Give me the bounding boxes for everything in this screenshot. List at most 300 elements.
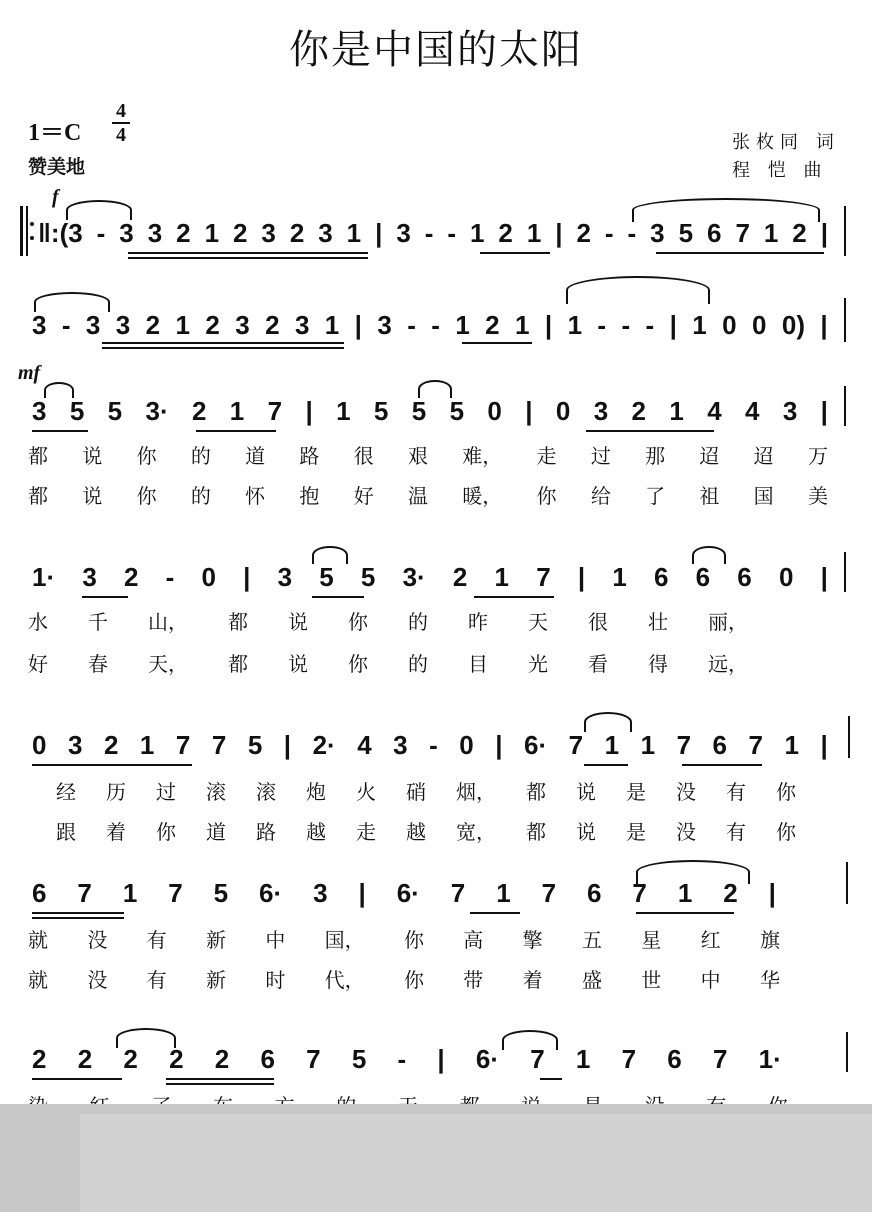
note-token: - — [96, 218, 106, 248]
lyric-char: 就 — [28, 928, 48, 952]
lyric-char: 世 — [641, 968, 662, 992]
lyric-char: 的 — [190, 484, 211, 508]
lyric-char: 道 — [245, 444, 266, 468]
lyric-char: 艰 — [407, 444, 428, 468]
note-token: 6· — [524, 730, 548, 760]
note-token: 3 — [119, 218, 134, 248]
lyric-char: 水 — [28, 610, 48, 634]
beam — [636, 912, 734, 914]
slur — [584, 712, 632, 732]
lyric-char: 着 — [522, 968, 543, 992]
note-token: 1 — [669, 396, 684, 426]
note-token: 7 — [632, 878, 647, 908]
beam — [166, 1083, 274, 1085]
note-token: 3 — [147, 218, 163, 248]
lyric-char: 宽， — [456, 820, 496, 844]
note-token: 1 — [139, 730, 155, 760]
note-token: 7 — [712, 1044, 728, 1074]
note-token: - — [61, 310, 71, 340]
dynamic-mezzo-forte: mf — [18, 362, 41, 384]
lyrics-row-5-verse-2 — [56, 816, 796, 845]
repeat-dot — [30, 222, 34, 226]
lyric-char: 高 — [463, 928, 484, 952]
slur — [418, 380, 452, 398]
note-token: 1 — [784, 730, 799, 760]
barline — [846, 1032, 848, 1072]
note-token: 1 — [575, 1044, 591, 1074]
lyric-char: 都 — [526, 820, 546, 844]
note-token: 0 — [32, 730, 47, 760]
barline — [844, 206, 846, 256]
note-token: 7 — [450, 878, 466, 908]
barline — [26, 206, 28, 256]
note-token: 7 — [568, 730, 584, 760]
lyric-char: 迢 — [753, 444, 774, 468]
lyric-char: 壮 — [648, 610, 668, 634]
beam — [32, 430, 88, 432]
note-token: 2 — [452, 562, 468, 592]
slur — [44, 382, 74, 398]
beam — [586, 430, 714, 432]
note-token: | — [820, 396, 828, 426]
note-token: 1· — [758, 1044, 782, 1074]
repeat-start-barline — [20, 206, 23, 256]
note-token: 2 — [169, 1044, 184, 1074]
beam — [128, 257, 368, 259]
lyric-char: 美 — [807, 484, 828, 508]
lyric-char: 滚 — [256, 780, 276, 804]
lyric-char: 你 — [348, 652, 368, 676]
lyric-char: 说 — [82, 484, 103, 508]
lyric-char: 滚 — [206, 780, 226, 804]
note-token: 1 — [515, 310, 530, 340]
note-token: | — [358, 878, 366, 908]
lyric-char: 你 — [136, 484, 157, 508]
note-token: 6· — [396, 878, 420, 908]
lyric-char: 华 — [759, 968, 780, 992]
note-token: - — [424, 218, 434, 248]
time-signature-top: 4 — [116, 100, 126, 122]
beam — [540, 1078, 562, 1080]
note-token: 1 — [470, 218, 485, 248]
note-token: 5 — [319, 562, 334, 592]
lyrics-row-6-verse-2 — [28, 964, 780, 993]
beam — [462, 342, 532, 344]
note-token: 0 — [555, 396, 571, 426]
beam — [32, 1078, 122, 1080]
beam — [32, 912, 124, 914]
lyric-char: 很 — [353, 444, 374, 468]
lyric-char: 新 — [205, 968, 226, 992]
lyric-char: 是 — [626, 820, 646, 844]
note-token: 2 — [723, 878, 738, 908]
note-token: 1 — [677, 878, 693, 908]
beam — [128, 252, 368, 254]
slur — [502, 1030, 558, 1050]
note-token: 3 — [82, 562, 97, 592]
note-token: 3 — [85, 310, 101, 340]
note-token: 3 — [393, 730, 408, 760]
time-signature — [110, 100, 132, 146]
lyric-char: 你 — [403, 968, 424, 992]
tempo-marking: 赞美地 — [28, 156, 86, 178]
lyric-char: 给 — [590, 484, 611, 508]
key-signature: 1＝C — [28, 120, 82, 146]
notation-row-1 — [38, 218, 828, 249]
note-token: 6 — [587, 878, 602, 908]
barline — [846, 862, 848, 904]
note-token: 3· — [402, 562, 426, 592]
lyrics-row-6-verse-1 — [28, 924, 780, 953]
note-token: 2 — [123, 1044, 138, 1074]
note-token: 2 — [289, 218, 305, 248]
note-token: | — [283, 730, 292, 760]
lyric-char: 越 — [406, 820, 426, 844]
note-token: 6 — [737, 562, 752, 592]
lyrics-row-4-verse-2 — [28, 648, 748, 677]
song-title: 你是中国的太阳 — [289, 27, 583, 73]
note-token: 7 — [267, 396, 283, 426]
note-token: 5 — [247, 730, 263, 760]
lyrics-row-3-verse-2 — [28, 480, 828, 509]
lyric-char: 烟， — [456, 780, 496, 804]
slur — [34, 292, 110, 312]
lyric-char: 万 — [807, 444, 828, 468]
note-token: - — [447, 218, 457, 248]
note-token: 1 — [640, 730, 656, 760]
lyrics-row-5-verse-1 — [56, 776, 796, 805]
lyric-char: 路 — [299, 444, 320, 468]
note-token: 1 — [455, 310, 470, 340]
note-token: 1 — [763, 218, 779, 248]
lyric-char: 盛 — [581, 968, 602, 992]
note-token: 2 — [792, 218, 807, 248]
note-token: 2 — [103, 730, 119, 760]
note-token: 7 — [168, 878, 183, 908]
notation-row-4 — [32, 562, 828, 593]
beam — [584, 764, 628, 766]
lyric-char: 都 — [28, 484, 48, 508]
lyric-char: 新 — [205, 928, 226, 952]
slur — [312, 546, 348, 564]
lyric-char: 说 — [288, 652, 308, 676]
lyric-char: 祖 — [699, 484, 720, 508]
note-token: 7 — [621, 1044, 637, 1074]
bottom-gray-overlay — [0, 1104, 872, 1212]
lyric-char: 很 — [588, 610, 608, 634]
note-token: 2 — [123, 562, 139, 592]
note-token: 7 — [748, 730, 763, 760]
lyric-char: 迢 — [699, 444, 720, 468]
note-token: 1 — [567, 310, 583, 340]
note-token: 7 — [306, 1044, 321, 1074]
note-token: | — [437, 1044, 445, 1074]
note-token: - — [645, 310, 655, 340]
note-token: 1 — [526, 218, 542, 248]
note-token: 1 — [496, 878, 511, 908]
note-token: 4 — [745, 396, 760, 426]
beam — [32, 917, 124, 919]
lyric-char: 好 — [28, 652, 48, 676]
note-token: - — [429, 730, 438, 760]
note-token: 3 — [782, 396, 798, 426]
lyric-char: 是 — [626, 780, 646, 804]
note-token: 3 — [277, 562, 293, 592]
note-token: 1 — [494, 562, 510, 592]
lyric-char: 有 — [726, 780, 746, 804]
note-token: 5 — [373, 396, 389, 426]
beam — [102, 342, 344, 344]
lyric-char: 硝 — [406, 780, 426, 804]
lyric-char: 看 — [588, 652, 608, 676]
note-token: | — [768, 878, 776, 908]
note-token: | — [820, 310, 828, 340]
note-token: 0 — [752, 310, 767, 340]
note-token: - — [431, 310, 440, 340]
lyric-char: 走 — [356, 820, 376, 844]
lyric-char: 中 — [700, 968, 721, 992]
note-token: | — [820, 562, 828, 592]
note-token: | — [525, 396, 533, 426]
lyric-char: 说 — [82, 444, 103, 468]
lyric-char: 你 — [536, 484, 557, 508]
note-token: 2 — [77, 1044, 93, 1074]
note-token: 2 — [576, 218, 591, 248]
note-token: 1 — [324, 310, 340, 340]
note-token: 1 — [336, 396, 351, 426]
note-token: 2 — [191, 396, 207, 426]
time-signature-bottom: 4 — [116, 124, 126, 146]
note-token: 5 — [69, 396, 85, 426]
lyric-char: 红 — [700, 928, 721, 952]
note-token: 2 — [631, 396, 646, 426]
note-token: 3 — [32, 310, 47, 340]
note-token: 5 — [449, 396, 465, 426]
note-token: | — [544, 310, 553, 340]
bottom-gray-panel — [80, 1114, 872, 1212]
lyric-char: 过 — [156, 780, 176, 804]
note-token: 7 — [175, 730, 191, 760]
note-token: 2 — [214, 1044, 230, 1074]
note-token: 3· — [145, 396, 169, 426]
lyric-char: 着 — [106, 820, 126, 844]
note-token: 3 — [396, 218, 411, 248]
lyric-char: 路 — [256, 820, 276, 844]
note-token: 3 — [32, 396, 47, 426]
note-token: 3 — [294, 310, 310, 340]
lyric-char: 天 — [528, 610, 548, 634]
note-token: 3 — [377, 310, 392, 340]
note-token: 0 — [722, 310, 737, 340]
note-token: 5 — [213, 878, 229, 908]
note-token: 5 — [107, 396, 123, 426]
lyric-char: 抱 — [299, 484, 320, 508]
lyric-char: 中 — [265, 928, 286, 952]
note-token: - — [165, 562, 175, 592]
lyric-char: 没 — [676, 780, 696, 804]
lyric-char: 就 — [28, 968, 48, 992]
lyric-char: 有 — [726, 820, 746, 844]
notation-row-3 — [32, 396, 828, 427]
note-token: 0 — [778, 562, 794, 592]
lyric-char: 都 — [228, 610, 248, 634]
note-token: - — [397, 1044, 407, 1074]
note-token: 3 — [261, 218, 276, 248]
lyric-char: 没 — [676, 820, 696, 844]
note-token: 6 — [707, 218, 722, 248]
note-token: 1 — [692, 310, 707, 340]
note-token: - — [407, 310, 416, 340]
beam — [82, 596, 128, 598]
beam — [196, 430, 276, 432]
note-token: 3 — [593, 396, 609, 426]
note-token: 0 — [459, 730, 474, 760]
note-token: | — [669, 310, 677, 340]
note-token: 1 — [612, 562, 627, 592]
lyric-char: 千 — [88, 610, 108, 634]
note-token: | — [243, 562, 251, 592]
note-token: 6 — [695, 562, 711, 592]
note-token: 7 — [735, 218, 750, 248]
note-token: 3 — [313, 878, 328, 908]
slur — [632, 198, 820, 222]
lyric-char: 旗 — [759, 928, 780, 952]
note-token: 1 — [229, 396, 245, 426]
beam — [312, 596, 364, 598]
note-token: 5 — [678, 218, 694, 248]
note-token: 3 — [67, 730, 83, 760]
note-token: 7 — [541, 878, 557, 908]
lyric-char: 擎 — [522, 928, 543, 952]
note-token: 1· — [32, 562, 56, 592]
lyric-char: 没 — [87, 968, 108, 992]
note-token: 3 — [235, 310, 250, 340]
note-token: 6 — [653, 562, 669, 592]
note-token: 5 — [411, 396, 427, 426]
note-token: ‖:(3 — [38, 218, 83, 248]
lyric-char: 过 — [590, 444, 611, 468]
lyric-char: 五 — [581, 928, 602, 952]
note-token: | — [555, 218, 563, 248]
note-token: 6 — [260, 1044, 275, 1074]
note-token: 2 — [176, 218, 191, 248]
lyric-char: 你 — [776, 820, 796, 844]
lyric-char: 星 — [641, 928, 662, 952]
note-token: 6· — [475, 1044, 500, 1074]
note-token: 1 — [122, 878, 138, 908]
note-token: 2 — [205, 310, 220, 340]
lyric-char: 说 — [576, 820, 596, 844]
lyric-char: 目 — [468, 652, 488, 676]
lyric-char: 天， — [148, 652, 188, 676]
beam — [470, 912, 520, 914]
repeat-dot — [30, 236, 34, 240]
slur — [66, 200, 132, 220]
note-token: - — [597, 310, 607, 340]
barline — [844, 552, 846, 592]
note-token: 4 — [357, 730, 372, 760]
notation-row-2 — [32, 310, 828, 341]
lyric-char: 难， — [462, 444, 503, 468]
lyric-char: 丽， — [708, 610, 748, 634]
composer-credit: 程 恺 曲 — [732, 160, 828, 181]
lyric-char: 你 — [403, 928, 424, 952]
lyric-char: 昨 — [468, 610, 488, 634]
lyric-char: 道 — [206, 820, 226, 844]
lyric-char: 你 — [156, 820, 176, 844]
lyric-char: 时 — [265, 968, 286, 992]
slur — [116, 1028, 176, 1048]
lyric-char: 国 — [753, 484, 774, 508]
note-token: | — [820, 730, 828, 760]
lyric-char: 没 — [87, 928, 108, 952]
note-token: 6 — [32, 878, 47, 908]
note-token: 5 — [360, 562, 376, 592]
note-token: 3 — [650, 218, 665, 248]
note-token: | — [305, 396, 313, 426]
lyric-char: 都 — [28, 444, 48, 468]
note-token: 7 — [211, 730, 227, 760]
lyric-char: 炮 — [306, 780, 326, 804]
note-token: 2 — [265, 310, 280, 340]
lyrics-row-4-verse-1 — [28, 606, 748, 635]
lyric-char: 说 — [288, 610, 308, 634]
lyrics-row-3-verse-1 — [28, 440, 828, 469]
lyric-char: 越 — [306, 820, 326, 844]
note-token: | — [375, 218, 383, 248]
note-token: 1 — [175, 310, 190, 340]
lyric-char: 代， — [324, 968, 365, 992]
lyric-char: 的 — [190, 444, 211, 468]
note-token: | — [820, 218, 828, 248]
lyric-char: 经 — [56, 780, 76, 804]
beam — [656, 252, 824, 254]
lyric-char: 怀 — [245, 484, 266, 508]
lyric-char: 跟 — [56, 820, 76, 844]
note-token: 2 — [498, 218, 513, 248]
dynamic-forte: f — [52, 186, 59, 208]
beam — [102, 347, 344, 349]
note-token: 2 — [145, 310, 161, 340]
lyric-char: 都 — [526, 780, 546, 804]
lyric-char: 有 — [146, 968, 167, 992]
note-token: 3 — [318, 218, 333, 248]
note-token: 0 — [487, 396, 502, 426]
lyric-char: 暖， — [462, 484, 503, 508]
note-token: 6 — [667, 1044, 682, 1074]
barline — [844, 386, 846, 426]
note-token: | — [495, 730, 503, 760]
slur — [566, 276, 710, 304]
barline — [844, 298, 846, 342]
note-token: - — [627, 218, 637, 248]
lyric-char: 国， — [324, 928, 365, 952]
note-token: 0) — [781, 310, 805, 340]
lyric-char: 得 — [648, 652, 668, 676]
note-token: 7 — [530, 1044, 545, 1074]
note-token: 2 — [32, 1044, 47, 1074]
note-token: 2 — [485, 310, 500, 340]
lyric-char: 的 — [408, 610, 428, 634]
lyric-char: 远， — [708, 652, 748, 676]
lyric-char: 那 — [645, 444, 666, 468]
note-token: 6 — [712, 730, 728, 760]
beam — [32, 764, 192, 766]
slur — [692, 546, 726, 564]
lyric-char: 你 — [136, 444, 157, 468]
notation-row-7 — [32, 1044, 782, 1075]
note-token: 4 — [707, 396, 722, 426]
